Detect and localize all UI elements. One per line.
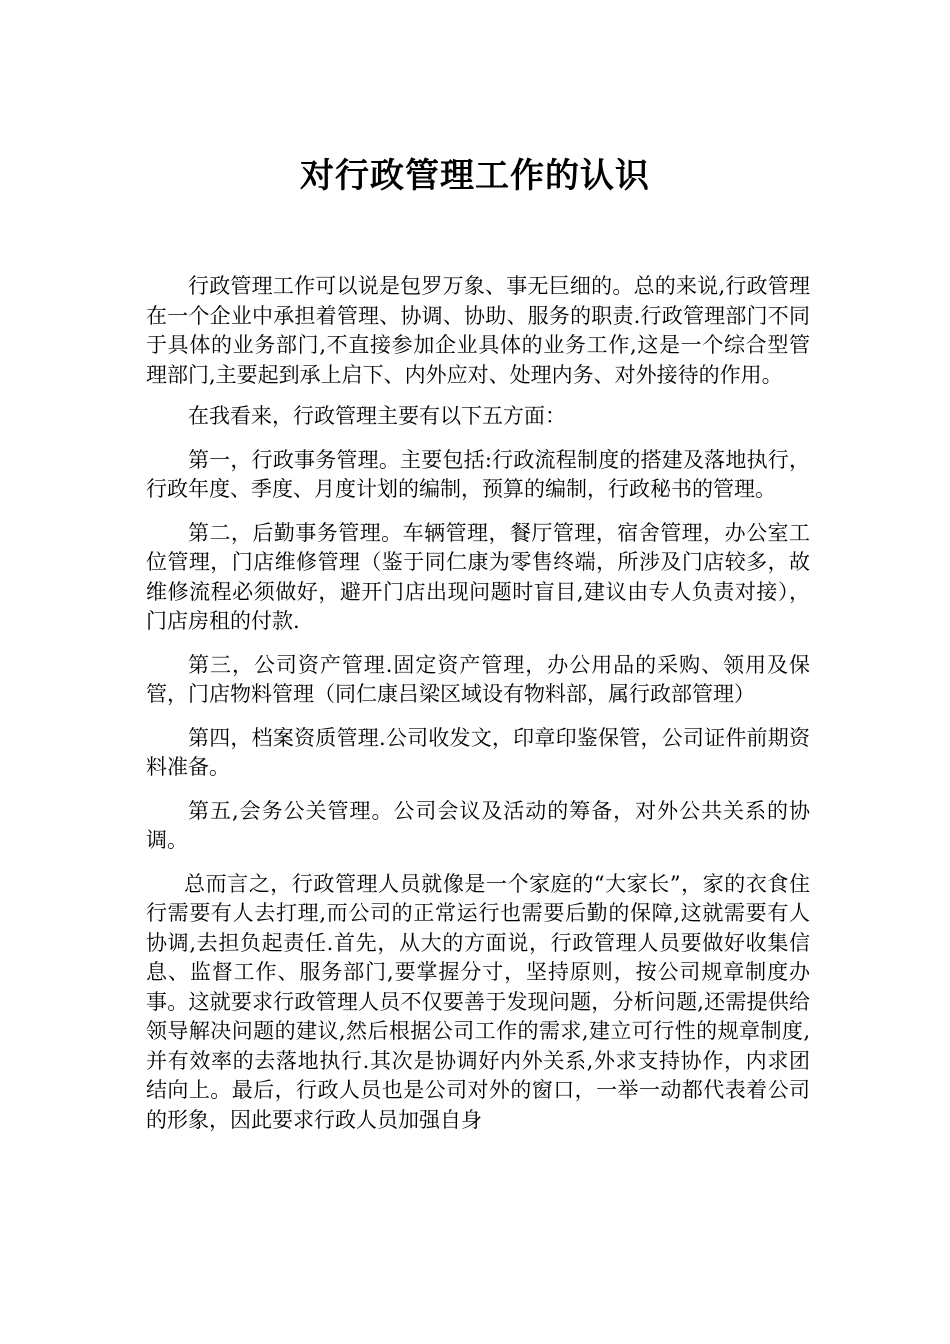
paragraph-conclusion: 总而言之，行政管理人员就像是一个家庭的“大家长”，家的衣食住行需要有人去打理,而公司的正常运行也需要后勤的保障,这就需要有人协调,去担负起责任.首先，从大的方面说，行政管理人员要做好收集信息、监督工作、服务部门,要掌握分寸，坚持原则，按公司规章制度办事。这就要求行政管理人员不仅要善于发现问题，分析问题,还需提供给领导解决问题的建议,然后根据公司工作的需求,建立可行性的规章制度,并有效率的去落地执行.其次是协调好内外关系,外求支持协作，内求团结向上。最后，行政人员也是公司对外的窗口，一举一动都代表着公司的形象，因此要求行政人员加强自身	[146, 871, 810, 1132]
document-title: 对行政管理工作的认识	[300, 156, 650, 196]
paragraph-overview: 在我看来，行政管理主要有以下五方面：	[188, 404, 566, 428]
paragraph-point-5: 第五,会务公关管理。公司会议及活动的筹备，对外公共关系的协调。	[146, 798, 810, 852]
document-body	[146, 272, 810, 1135]
paragraph-point-3: 第三，公司资产管理.固定资产管理，办公用品的采购、领用及保管，门店物料管理（同仁康吕梁区域设有物料部，属行政部管理）	[146, 652, 810, 706]
paragraph-intro: 行政管理工作可以说是包罗万象、事无巨细的。总的来说,行政管理在一个企业中承担着管理、协调、协助、服务的职责.行政管理部门不同于具体的业务部门,不直接参加企业具体的业务工作,这是一个综合型管理部门,主要起到承上启下、内外应对、处理内务、对外接待的作用。	[146, 274, 810, 387]
paragraph-point-1: 第一，行政事务管理。主要包括:行政流程制度的搭建及落地执行，行政年度、季度、月度计划的编制，预算的编制，行政秘书的管理。	[146, 447, 810, 501]
paragraph-point-2: 第二，后勤事务管理。车辆管理，餐厅管理，宿舍管理，办公室工位管理，门店维修管理（鉴于同仁康为零售终端，所涉及门店较多，故维修流程必须做好，避开门店出现问题时盲目,建议由专人负责对接），门店房租的付款.	[146, 520, 810, 633]
paragraph-point-4: 第四，档案资质管理.公司收发文，印章印鉴保管，公司证件前期资料准备。	[146, 725, 810, 779]
